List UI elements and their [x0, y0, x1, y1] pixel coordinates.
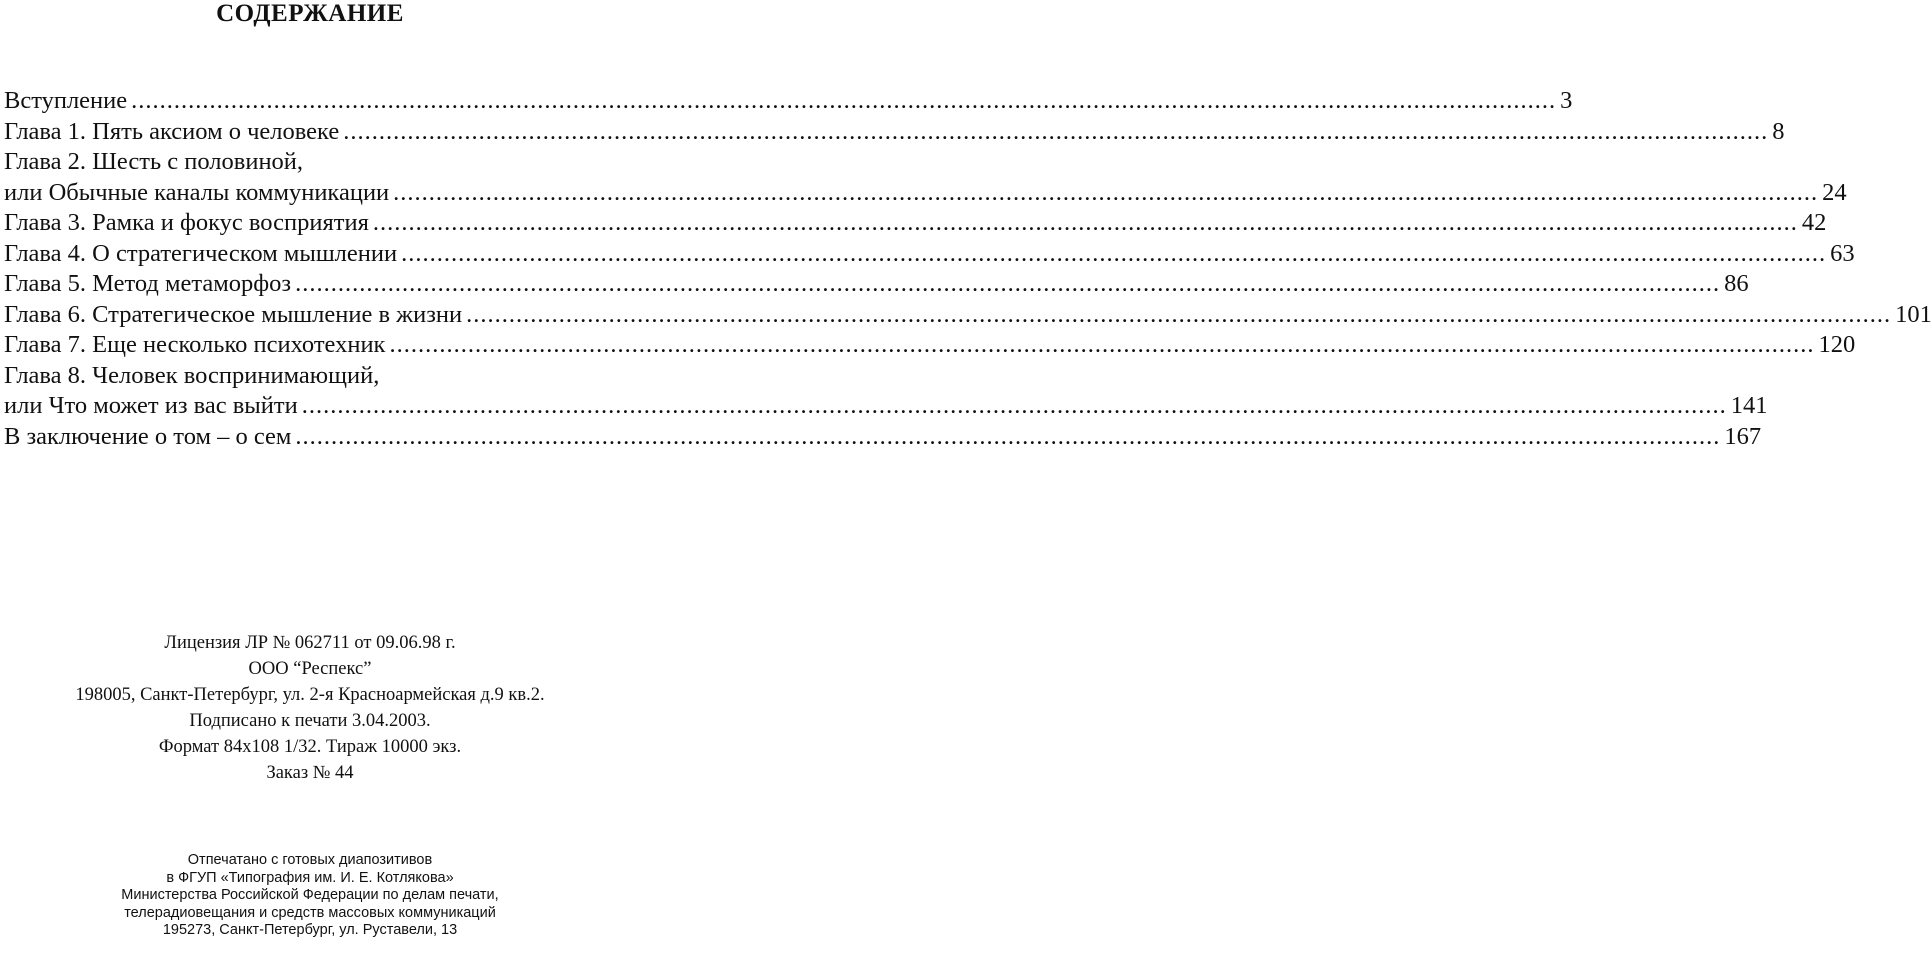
toc-leader-dots: ........................................................................................................................................................................................................ — [295, 422, 1721, 450]
toc-entry — [4, 269, 1749, 300]
toc-entry-page: 141 — [1730, 392, 1768, 419]
printer-line: телерадиовещания и средств массовых коммуникаций — [124, 904, 496, 921]
toc-entry-text: или Что может из вас выйти — [4, 392, 298, 419]
toc-entry-text: Глава 4. О стратегическом мышлении — [4, 239, 398, 267]
toc-entry-page: 63 — [1830, 239, 1855, 267]
toc-entry-text: Глава 2. Шесть с половиной, — [4, 148, 304, 175]
toc-entry — [4, 86, 1573, 117]
imprint-line: Формат 84х108 1/32. Тираж 10000 экз. — [158, 737, 462, 757]
toc-entry-text: или Обычные каналы коммуникации — [4, 178, 390, 206]
toc-entry-text: Глава 1. Пять аксиом о человеке — [4, 117, 340, 145]
toc-entry-page: 120 — [1818, 331, 1856, 358]
toc-entry — [4, 422, 1762, 453]
toc-entry — [4, 330, 1856, 361]
toc-entry-text: Глава 7. Еще несколько психотехник — [4, 331, 386, 358]
toc-entry-page: 24 — [1822, 178, 1847, 206]
printer-line: в ФГУП «Типография им. И. Е. Котлякова» — [166, 869, 454, 886]
toc-entry — [4, 300, 1932, 331]
toc-entry-text: В заключение о том – о сем — [4, 422, 292, 450]
printer-line: Министерства Российской Федерации по делам печати, — [121, 887, 499, 903]
toc-entry — [4, 117, 1785, 148]
imprint-line: 198005, Санкт-Петербург, ул. 2-я Красноармейская д.9 кв.2. — [75, 685, 545, 705]
table-of-contents — [4, 86, 1932, 452]
toc-leader-dots: ........................................................................................................................................................................................................ — [343, 117, 1769, 145]
toc-leader-dots: ........................................................................................................................................................................................................ — [389, 331, 1815, 358]
toc-entry-page: 3 — [1560, 87, 1573, 114]
toc-entry — [4, 147, 616, 178]
toc-entry — [4, 361, 616, 392]
imprint-line: ООО “Респекс” — [248, 659, 372, 679]
toc-entry — [4, 178, 1847, 209]
toc-leader-dots: ........................................................................................................................................................................................................ — [466, 300, 1892, 328]
toc-entry-text: Глава 6. Стратегическое мышление в жизни — [4, 300, 463, 328]
toc-entry-text: Глава 5. Метод метаморфоз — [4, 270, 292, 297]
toc-leader-dots: ........................................................................................................................................................................................................ — [295, 270, 1721, 297]
page-title: СОДЕРЖАНИЕ — [216, 0, 404, 27]
toc-leader-dots: ........................................................................................................................................................................................................ — [393, 178, 1819, 206]
publisher-imprint — [0, 630, 620, 786]
toc-leader-dots: ........................................................................................................................................................................................................ — [372, 209, 1798, 236]
printer-line: Отпечатано с готовых диапозитивов — [187, 852, 433, 868]
toc-entry-text: Вступление — [4, 87, 128, 114]
toc-entry-page: 8 — [1772, 117, 1785, 145]
toc-entry-page: 86 — [1724, 270, 1749, 297]
toc-entry-text: Глава 8. Человек воспринимающий, — [4, 361, 380, 389]
toc-entry — [4, 208, 1827, 239]
toc-entry-text: Глава 3. Рамка и фокус восприятия — [4, 209, 369, 236]
imprint-line: Лицензия ЛР № 062711 от 09.06.98 г. — [164, 633, 456, 653]
toc-leader-dots: ........................................................................................................................................................................................................ — [301, 392, 1727, 419]
toc-entry-page: 42 — [1801, 209, 1827, 236]
toc-entry-page: 167 — [1724, 422, 1762, 450]
toc-entry-page: 101 — [1895, 300, 1932, 328]
toc-entry — [4, 239, 1855, 270]
printer-line: 195273, Санкт-Петербург, ул. Руставели, 13 — [162, 922, 458, 938]
toc-entry — [4, 391, 1768, 422]
toc-leader-dots: ........................................................................................................................................................................................................ — [131, 87, 1557, 114]
printer-info — [0, 852, 620, 940]
imprint-line: Подписано к печати 3.04.2003. — [189, 711, 431, 731]
toc-leader-dots: ........................................................................................................................................................................................................ — [401, 239, 1827, 267]
imprint-line: Заказ № 44 — [266, 763, 354, 783]
